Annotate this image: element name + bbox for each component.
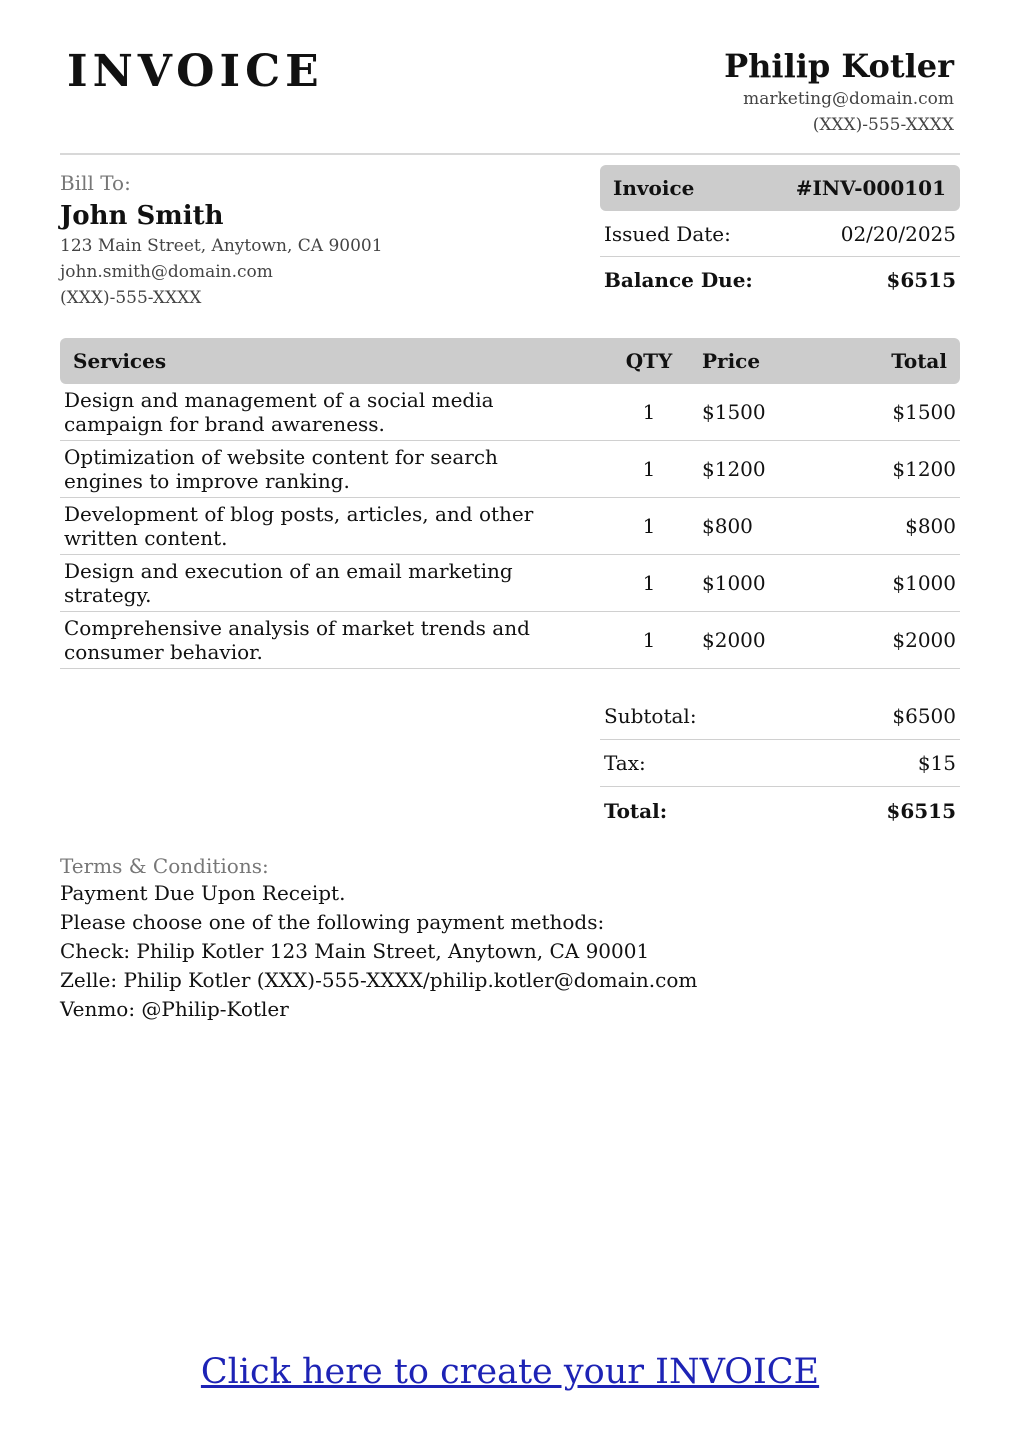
seller-info — [724, 46, 954, 138]
table-row — [60, 612, 960, 669]
invoice-page — [60, 0, 960, 1443]
service-total: $800 — [905, 514, 956, 538]
tax-value: $15 — [917, 751, 956, 775]
balance-due-row — [600, 257, 960, 303]
services-table-header — [60, 338, 960, 384]
service-qty: 1 — [642, 457, 656, 481]
invoice-meta — [600, 165, 960, 303]
create-invoice-link[interactable]: Click here to create your INVOICE — [200, 1352, 820, 1392]
service-qty: 1 — [642, 628, 656, 652]
client-email: john.smith@domain.com — [60, 262, 273, 282]
terms-line: Zelle: Philip Kotler (XXX)-555-XXXX/philip.kotler@domain.com — [60, 968, 698, 992]
terms-section — [60, 853, 960, 1024]
issued-date-label: Issued Date: — [604, 221, 731, 246]
subtotal-row — [600, 693, 960, 740]
terms-line: Venmo: @Philip-Kotler — [60, 997, 289, 1021]
issued-date-row — [600, 211, 960, 257]
header-price: Price — [702, 349, 761, 373]
terms-line: Payment Due Upon Receipt. — [60, 881, 346, 905]
service-description: Development of blog posts, articles, and other written content. — [64, 502, 534, 550]
service-description: Design and management of a social media campaign for brand awareness. — [64, 388, 494, 436]
client-name: John Smith — [60, 201, 224, 231]
terms-label: Terms & Conditions: — [60, 854, 269, 878]
document-title: INVOICE — [67, 46, 324, 97]
table-row — [60, 498, 960, 555]
seller-email: marketing@domain.com — [743, 89, 954, 109]
service-qty: 1 — [642, 514, 656, 538]
client-address: 123 Main Street, Anytown, CA 90001 — [60, 236, 383, 256]
service-total: $1000 — [892, 571, 956, 595]
terms-line: Please choose one of the following payment methods: — [60, 910, 605, 934]
totals-summary — [600, 693, 960, 834]
service-description: Comprehensive analysis of market trends and consumer behavior. — [64, 616, 530, 664]
service-qty: 1 — [642, 571, 656, 595]
service-total: $1200 — [892, 457, 956, 481]
balance-due-label: Balance Due: — [604, 268, 753, 292]
header-services: Services — [73, 349, 167, 373]
table-row — [60, 384, 960, 441]
header-qty: QTY — [625, 349, 673, 373]
service-price: $2000 — [702, 628, 766, 652]
invoice-number-bar — [600, 165, 960, 211]
tax-label: Tax: — [604, 751, 646, 775]
header-divider — [60, 153, 960, 155]
table-row — [60, 555, 960, 612]
table-row — [60, 441, 960, 498]
total-label: Total: — [604, 798, 668, 823]
total-value: $6515 — [886, 798, 956, 823]
invoice-label: Invoice — [613, 176, 695, 200]
subtotal-value: $6500 — [892, 704, 956, 728]
terms-line: Check: Philip Kotler 123 Main Street, Anytown, CA 90001 — [60, 939, 650, 963]
service-price: $1500 — [702, 400, 766, 424]
service-description: Optimization of website content for search engines to improve ranking. — [64, 445, 498, 493]
service-price: $1000 — [702, 571, 766, 595]
tax-row — [600, 740, 960, 787]
seller-phone: (XXX)-555-XXXX — [812, 115, 954, 135]
service-description: Design and execution of an email marketing strategy. — [64, 559, 513, 607]
services-table — [60, 338, 960, 669]
bill-to-section — [60, 170, 560, 311]
service-total: $1500 — [892, 400, 956, 424]
client-phone: (XXX)-555-XXXX — [60, 288, 202, 308]
total-row — [600, 787, 960, 834]
service-price: $1200 — [702, 457, 766, 481]
footer-cta — [0, 1352, 1020, 1392]
invoice-number: #INV-000101 — [795, 176, 946, 200]
seller-name: Philip Kotler — [724, 47, 954, 85]
issued-date-value: 02/20/2025 — [840, 221, 956, 246]
service-qty: 1 — [642, 400, 656, 424]
subtotal-label: Subtotal: — [604, 704, 697, 728]
service-total: $2000 — [892, 628, 956, 652]
bill-to-label: Bill To: — [60, 171, 131, 195]
balance-due-value: $6515 — [886, 268, 956, 292]
service-price: $800 — [702, 514, 753, 538]
header-total: Total — [891, 349, 947, 373]
